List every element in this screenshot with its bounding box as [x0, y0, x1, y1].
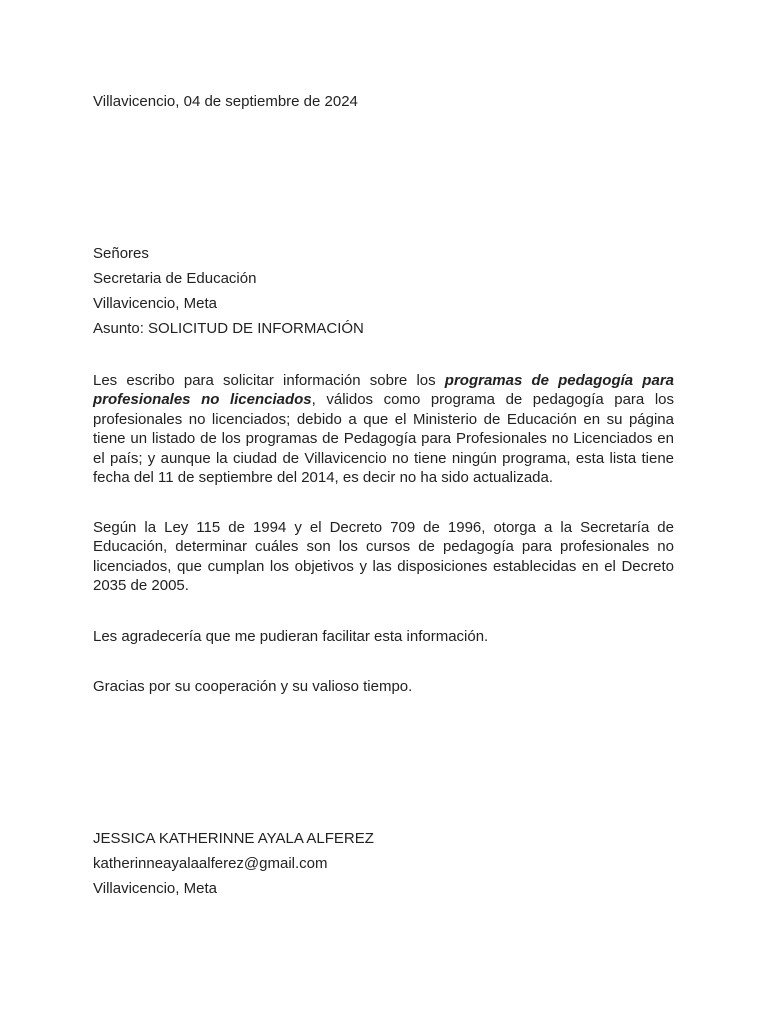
- paragraph-thanks-request: Les agradecería que me pudieran facilitar esta información.: [93, 628, 489, 645]
- programs-emphasis: programas de pedagogía para profesionales no licenciados: [93, 372, 674, 409]
- paragraph-legal-basis: Según la Ley 115 de 1994 y el Decreto 709 de 1996, otorga a la Secretaría de Educación, determinar cuáles son los cursos de pedagogía para profesionales no licenciados, que cumplan los objetivos y las disposiciones establecidas en el Decreto 2035 de 2005.: [93, 519, 674, 595]
- salutation: Señores: [93, 245, 149, 262]
- body-paragraph-2: [93, 518, 674, 596]
- signature-name: JESSICA KATHERINNE AYALA ALFEREZ: [93, 830, 374, 847]
- date-line: Villavicencio, 04 de septiembre de 2024: [93, 93, 358, 110]
- body-paragraph-1: [93, 371, 674, 487]
- paragraph-request-rest: , válidos como programa de pedagogía para los profesionales no licenciados; debido a que el Ministerio de Educación en su página tiene un listado de los programas de Pedagogía para Profesionales no Licenciados en el país; y aunque la ciudad de Villavicencio no tiene ningún programa, esta lista tiene fecha del 11 de septiembre del 2014, es decir no ha sido actualizada.: [93, 391, 674, 487]
- signature-city: Villavicencio, Meta: [93, 880, 217, 897]
- paragraph-request: [93, 371, 674, 487]
- recipient-city: Villavicencio, Meta: [93, 295, 217, 312]
- body-paragraph-4: [93, 677, 674, 696]
- date-block: [93, 89, 674, 114]
- paragraph-closing: Gracias por su cooperación y su valioso tiempo.: [93, 678, 413, 695]
- recipient-organization: Secretaria de Educación: [93, 270, 257, 287]
- signature-email: katherinneayalaalferez@gmail.com: [93, 855, 328, 872]
- body-paragraph-3: [93, 627, 674, 646]
- signature-block: [93, 826, 674, 901]
- paragraph-request-intro: Les escribo para solicitar información sobre los: [93, 372, 445, 389]
- recipient-block: [93, 241, 674, 341]
- subject-line: Asunto: SOLICITUD DE INFORMACIÓN: [93, 320, 364, 337]
